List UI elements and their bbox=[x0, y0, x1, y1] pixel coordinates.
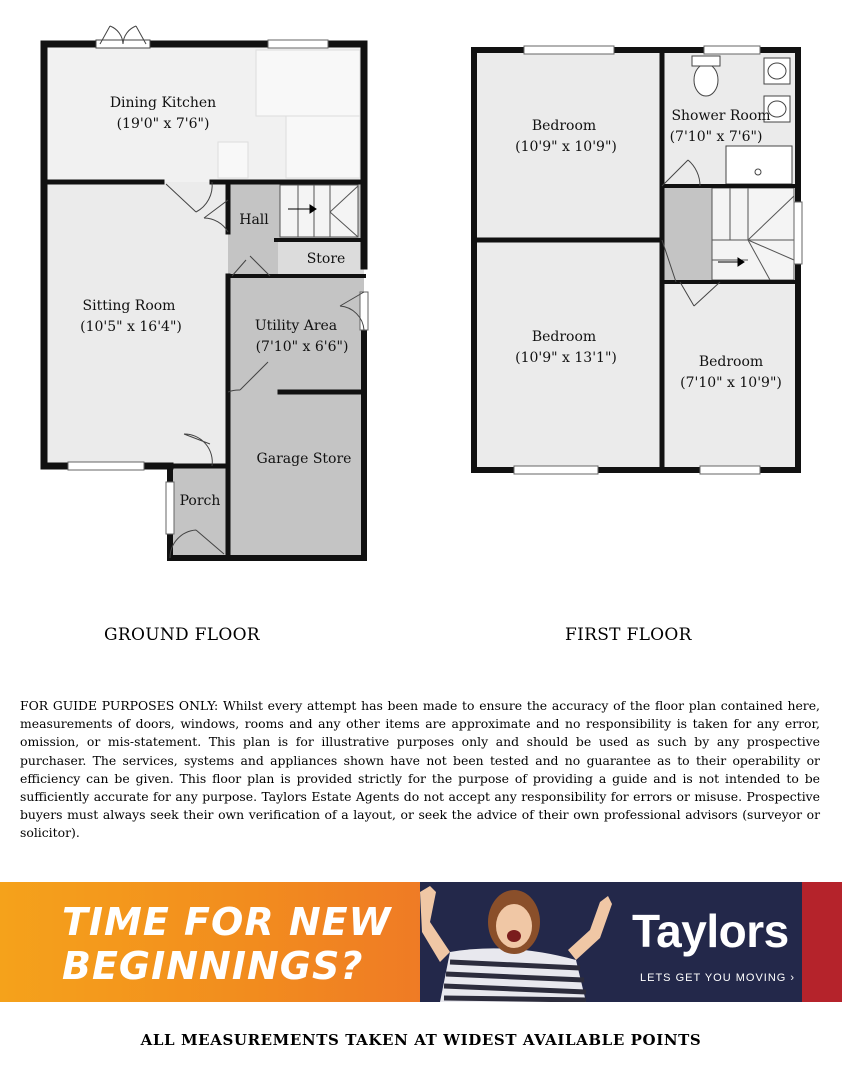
dining-kitchen-label: Dining Kitchen bbox=[109, 95, 217, 111]
first-floor-plan bbox=[474, 46, 802, 474]
first-stairs bbox=[712, 188, 794, 280]
bedroom-1-dims: (10'9" x 10'9") bbox=[515, 139, 617, 155]
bedroom-2-dims: (10'9" x 13'1") bbox=[515, 350, 617, 366]
porch-area bbox=[170, 466, 228, 558]
banner-red-panel bbox=[802, 882, 842, 1002]
advert-banner[interactable] bbox=[0, 882, 842, 1002]
dining-kitchen-dims: (19'0" x 7'6") bbox=[116, 116, 210, 132]
store-label: Store bbox=[306, 251, 346, 267]
bedroom-3-label: Bedroom bbox=[698, 354, 764, 370]
sitting-room-dims: (10'5" x 16'4") bbox=[80, 319, 182, 335]
disclaimer bbox=[20, 697, 820, 843]
taylors-logo-text: Taylors bbox=[632, 905, 789, 957]
porch-label: Porch bbox=[179, 493, 221, 509]
utility-area-dims: (7'10" x 6'6") bbox=[255, 339, 349, 355]
garage-store-area bbox=[228, 392, 364, 558]
utility-area-label: Utility Area bbox=[254, 318, 338, 334]
bedroom-2-label: Bedroom bbox=[531, 329, 597, 345]
shower-room-label: Shower Room bbox=[671, 108, 771, 124]
sitting-room-label: Sitting Room bbox=[82, 298, 176, 314]
ground-floor-plan bbox=[44, 26, 368, 558]
disclaimer-body: Whilst every attempt has been made to ensure the accuracy of the floor plan contained here, measurements of doors, windows, rooms and any other items are approximate and no responsibility is taken for any error, omission, or mis-statement. This plan is for illustrative purposes only and should be used as such by any prospective purchaser. The services, systems and appliances shown have not been tested and no guarantee as to their operability or efficiency can be given. This floor plan is provided strictly for the purpose of providing a guide and is not intended to be sufficiently accurate for any purpose. Taylors Estate Agents do not accept any responsibility for errors or misuse. Prospective buyers must always seek their own verification of a layout, or seek the advice of their own professional advisors (surveyor or solicitor). bbox=[20, 698, 820, 841]
banner-tagline-link[interactable]: LETS GET YOU MOVING › bbox=[640, 972, 796, 984]
first-floor-title: FIRST FLOOR bbox=[565, 625, 692, 645]
hall-label: Hall bbox=[239, 212, 269, 228]
bedroom-3-dims: (7'10" x 10'9") bbox=[680, 375, 782, 391]
shower-room-dims: (7'10" x 7'6") bbox=[669, 129, 763, 145]
measurements-note: ALL MEASUREMENTS TAKEN AT WIDEST AVAILABLE POINTS bbox=[140, 1031, 702, 1049]
ground-floor-title: GROUND FLOOR bbox=[104, 625, 260, 645]
utility-area bbox=[228, 276, 364, 392]
landing-area bbox=[662, 186, 712, 282]
banner-slogan: TIME FOR NEW BEGINNINGS? bbox=[62, 900, 392, 988]
celebrating-person-image bbox=[400, 882, 620, 1002]
garage-store-label: Garage Store bbox=[256, 451, 352, 467]
bedroom-1-label: Bedroom bbox=[531, 118, 597, 134]
ground-stairs bbox=[280, 185, 358, 237]
disclaimer-lead: FOR GUIDE PURPOSES ONLY: bbox=[20, 698, 219, 713]
